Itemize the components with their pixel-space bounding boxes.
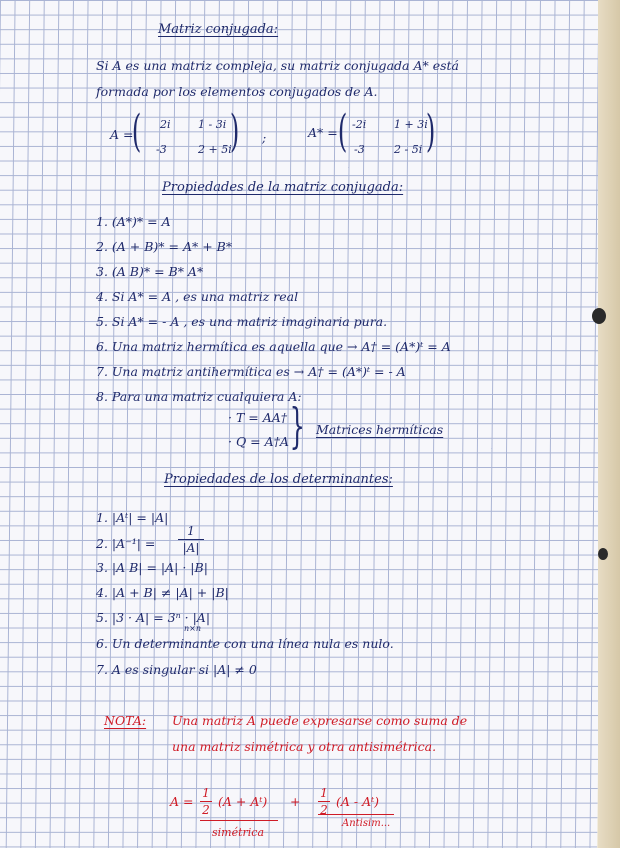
brace-label: Matrices hermíticas [316,422,444,437]
fraction-denominator: |A| [182,541,200,555]
binder-hole [592,308,606,324]
binder-hole [598,548,608,560]
underbrace-antisymmetric [318,814,394,815]
matrix-a-cell: 1 - 3i [198,118,227,131]
half-numerator: 1 [202,786,210,800]
matrix-conj-cell: -2i [352,118,367,131]
determinant-item: 1. |Aᵗ| = |A| [96,510,169,525]
sub-item: · T = AA† [228,410,288,425]
half-bar [200,801,212,802]
half-fraction [200,786,212,817]
note-line-1: Una matriz A puede expresarse como suma de [172,713,468,728]
determinant-item: 7. A es singular si |A| ≠ 0 [96,662,257,677]
matrix-conj-cell: 2 - 5i [394,143,423,156]
matrix-a-cell: -3 [156,143,167,156]
determinant-item: 6. Un determinante con una línea nula es nulo. [96,636,394,651]
note-label: NOTA: [104,713,147,728]
matrix-a-left-paren: ( [131,106,142,157]
note-line-2: una matriz simétrica y otra antisimétrica. [172,739,437,754]
property-item: 8. Para una matriz cualquiera A: [96,389,302,404]
page-edge [598,0,620,848]
formula-term-2: (A - Aᵗ) [336,794,380,809]
definition-line-1: Si A es una matriz compleja, su matriz conjugada A* está [96,58,459,73]
separator: ; [262,130,267,145]
half-denominator: 2 [320,803,328,817]
property-item: 6. Una matriz hermítica es aquella que → A† = (A*)ᵗ = A [96,339,451,354]
formula-lhs: A = [170,794,194,809]
matrix-conj-cell: 1 + 3i [394,118,428,131]
property-item: 2. (A + B)* = A* + B* [96,239,233,254]
section-title-conjugate: Matriz conjugada: [158,22,279,37]
formula-plus: + [290,794,301,809]
property-item: 4. Si A* = A , es una matriz real [96,289,299,304]
half-numerator: 1 [320,786,328,800]
label-symmetric: simétrica [212,826,265,839]
half-denominator: 2 [202,803,210,817]
size-subscript: n×n [184,624,202,633]
fraction-numerator: 1 [187,524,195,538]
property-item: 7. Una matriz antihermítica es → A† = (A*)ᵗ = - A [96,364,406,379]
matrix-a-cell: 2 + 5i [198,143,232,156]
sub-item: · Q = A†A [228,434,289,449]
matrix-conj-cell: -3 [354,143,365,156]
label-antisymmetric: Antisim... [342,818,391,829]
property-item: 5. Si A* = - A , es una matriz imaginaria pura. [96,314,388,329]
matrix-conj-label: A* = [308,125,338,140]
matrix-a-label: A = [110,127,134,142]
half-fraction [318,786,330,817]
determinant-item: 3. |A B| = |A| · |B| [96,560,208,575]
formula-term-1: (A + Aᵗ) [218,794,268,809]
matrix-conj-right-paren: ) [425,106,436,157]
underbrace-symmetric [200,820,278,821]
fraction-bar [178,539,204,540]
curly-brace: } [289,398,305,454]
section-title-conjugate-properties: Propiedades de la matriz conjugada: [162,180,404,195]
section-title-determinant-properties: Propiedades de los determinantes: [164,472,393,487]
inverse-fraction [178,524,204,555]
definition-line-2: formada por los elementos conjugados de A. [96,84,378,99]
property-item: 3. (A B)* = B* A* [96,264,204,279]
determinant-item: 2. |A⁻¹| = [96,536,156,551]
half-bar [318,801,330,802]
determinant-item: 5. |3 · A| = 3ⁿ · |A| [96,610,211,625]
determinant-item: 4. |A + B| ≠ |A| + |B| [96,585,229,600]
matrix-a-cell: 2i [160,118,171,131]
matrix-conj-left-paren: ( [337,106,348,157]
property-item: 1. (A*)* = A [96,214,171,229]
matrix-a-right-paren: ) [229,106,240,157]
